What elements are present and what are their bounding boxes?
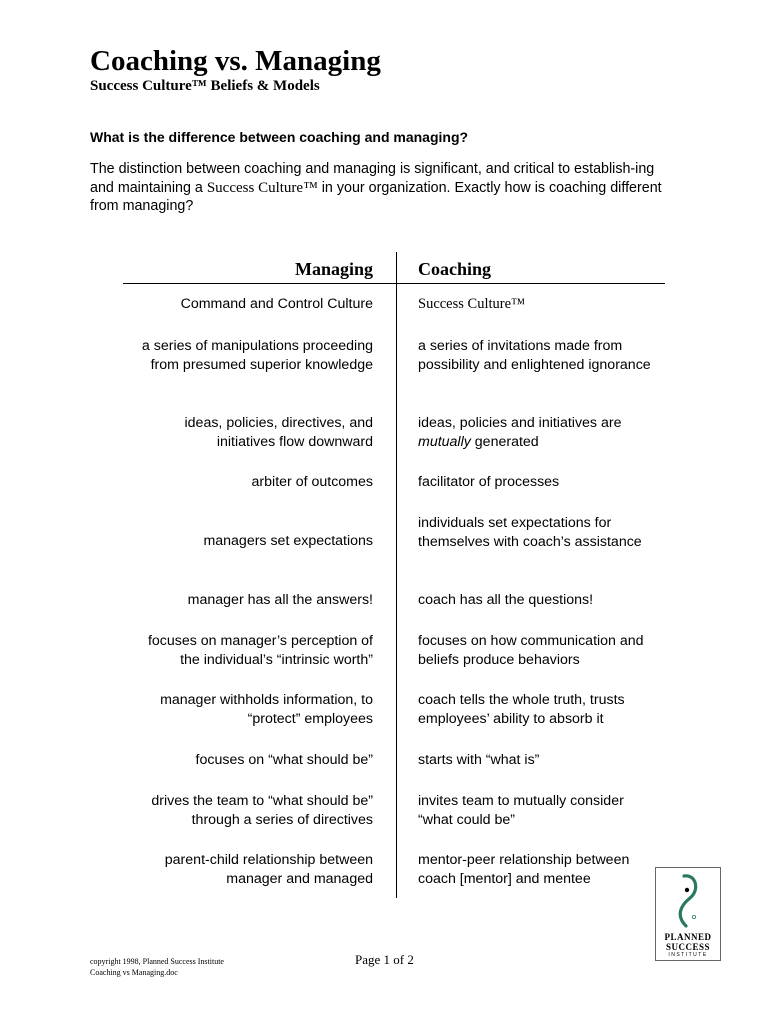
table-cell-managing: a series of manipulations proceeding from presumed superior knowledge (141, 338, 373, 373)
intro-paragraph (90, 160, 680, 216)
footer-copyright (90, 956, 224, 978)
table-cell-managing: focuses on “what should be” (195, 752, 373, 768)
page-subtitle: Success Culture™ Beliefs & Models (90, 78, 320, 94)
table-cell-managing: arbiter of outcomes (251, 474, 373, 490)
intro-success-culture: Success Culture™ (206, 179, 318, 196)
table-cell-managing: drives the team to “what should be” through a series of directives (151, 793, 373, 828)
planned-success-logo (655, 867, 721, 961)
table-cell-managing: manager has all the answers! (187, 592, 373, 608)
cell-emphasis: mutually (418, 433, 471, 450)
page-title: Coaching vs. Managing (90, 45, 381, 77)
page-number: Page 1 of 2 (355, 952, 414, 967)
table-header-rule (123, 283, 665, 284)
table-cell-coaching: coach tells the whole truth, trusts employees’ ability to absorb it (418, 692, 625, 727)
table-column-divider (396, 252, 397, 898)
logo-text-institute: INSTITUTE (668, 952, 708, 958)
copyright-text: copyright 1998, Planned Success Institute (90, 957, 224, 966)
table-cell-coaching: mentor-peer relationship between coach [mentor] and mentee (418, 852, 630, 887)
cell-text: generated (470, 433, 539, 450)
table-cell-coaching: individuals set expectations for themselves with coach’s assistance (418, 515, 642, 550)
table-cell-coaching (418, 414, 653, 451)
table-cell-managing: focuses on manager’s perception of the individual’s “intrinsic worth” (147, 633, 373, 668)
comparison-table (123, 252, 665, 898)
logo-mark-icon (656, 868, 720, 932)
table-cell-coaching: a series of invitations made from possibility and enlightened ignorance (418, 338, 651, 373)
header-managing: Managing (294, 259, 373, 279)
intro-text-2: in your organization. Exactly how is coaching different from managing? (90, 179, 662, 214)
table-cell-coaching: Success Culture™ (418, 296, 526, 312)
intro-text-1: The distinction between coaching and managing is significant, and critical to establish-ing and maintaining a (90, 161, 655, 196)
logo-text-planned: PLANNED (664, 932, 712, 942)
table-cell-managing: ideas, policies, directives, and initiatives flow downward (184, 415, 373, 450)
filename-text: Coaching vs Managing.doc (90, 968, 178, 977)
logo-text-success: SUCCESS (665, 942, 711, 952)
table-cell-coaching: coach has all the questions! (418, 592, 594, 608)
table-cell-managing: Command and Control Culture (180, 296, 373, 312)
cell-text: ideas, policies and initiatives are (418, 415, 622, 431)
table-cell-managing: manager withholds information, to “protect” employees (160, 692, 373, 727)
table-cell-managing: parent-child relationship between manager and managed (164, 852, 373, 887)
header-coaching: Coaching (418, 259, 492, 279)
table-cell-coaching: invites team to mutually consider “what could be” (418, 793, 624, 828)
table-cell-coaching: focuses on how communication and beliefs produce behaviors (418, 633, 644, 668)
table-cell-coaching: facilitator of processes (418, 474, 560, 490)
section-question: What is the difference between coaching and managing? (90, 129, 469, 145)
table-cell-coaching: starts with “what is” (418, 752, 540, 768)
table-cell-managing: managers set expectations (203, 533, 373, 549)
